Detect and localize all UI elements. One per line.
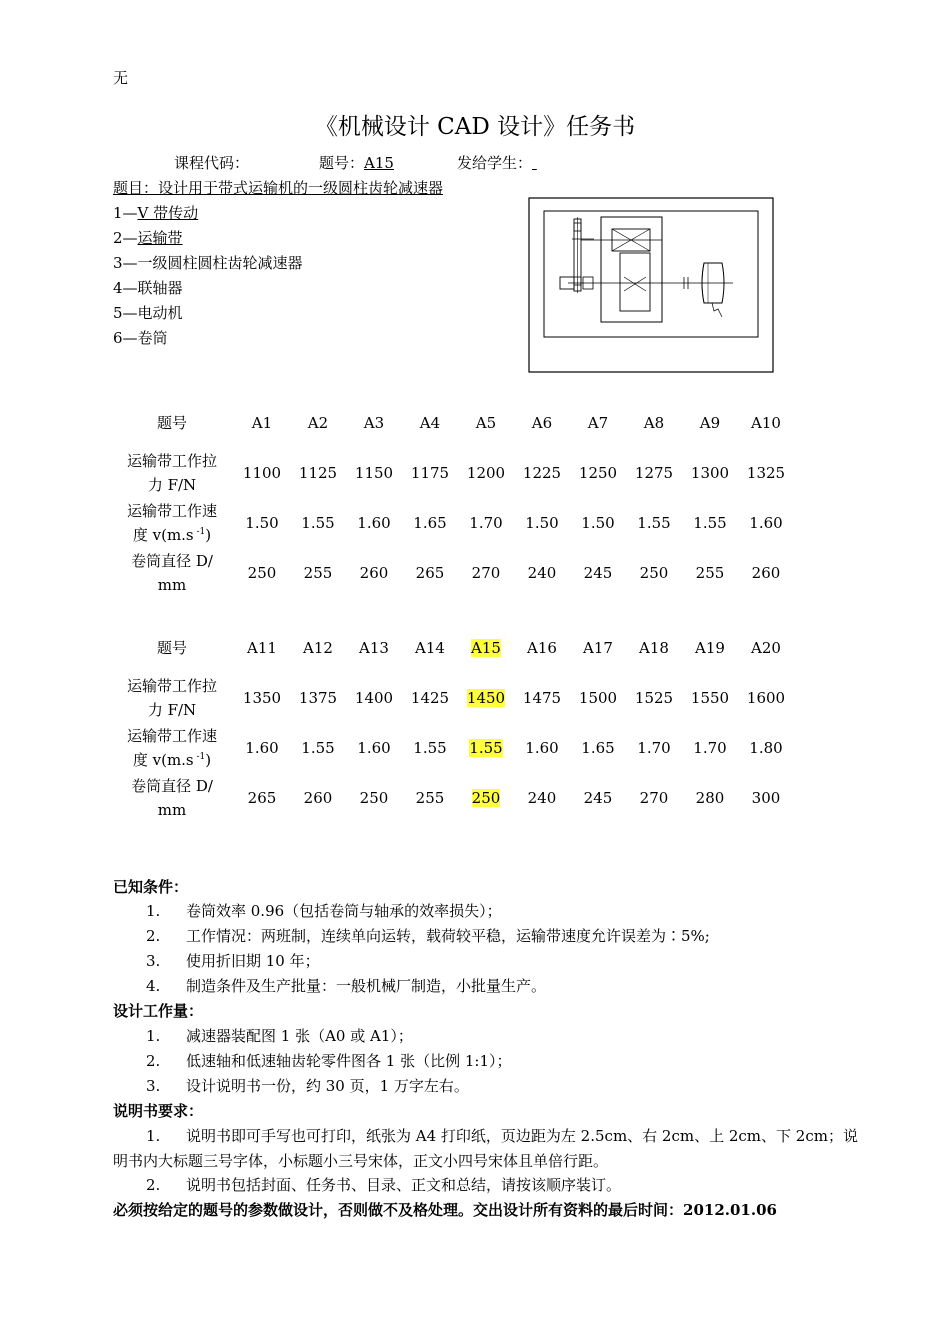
topic-no-label: 题号： xyxy=(319,154,365,172)
table-cell: 1350 xyxy=(242,689,282,707)
table-cell: A4 xyxy=(419,414,441,432)
list-text: 制造条件及生产批量：一般机械厂制造，小批量生产。 xyxy=(186,977,547,995)
table-cell: A5 xyxy=(475,414,497,432)
table-cell: A13 xyxy=(359,639,389,657)
table-cell: 240 xyxy=(527,789,557,807)
table-cell: A3 xyxy=(363,414,385,432)
list-number: 2. xyxy=(146,1052,161,1070)
table-cell: 265 xyxy=(415,564,445,582)
table-cell: 245 xyxy=(583,564,613,582)
table-row xyxy=(110,623,794,673)
legend-item-3 xyxy=(113,252,303,273)
table-cell: 1.70 xyxy=(637,739,671,757)
page-title: 《机械设计 CAD 设计》任务书 xyxy=(314,114,636,140)
legend-text: V 带传动 xyxy=(137,204,199,222)
list-text: 说明书即可手写也可打印，纸张为 A4 打印纸，页边距为左 2.5cm、右 2cm、上 2cm、下 2cm；说 xyxy=(186,1127,858,1145)
list-text: 减速器装配图 1 张（A0 或 A1）； xyxy=(186,1027,413,1045)
known-heading: 已知条件： xyxy=(113,878,189,896)
highlighted-value: A15 xyxy=(471,639,501,657)
subject: 题目：设计用于带式运输机的一级圆柱齿轮减速器 xyxy=(113,179,444,197)
legend-item-1 xyxy=(113,202,198,223)
table-cell: 1.60 xyxy=(357,514,391,532)
diam-label: 卷筒直径 D/ mm xyxy=(131,777,213,819)
legend-num: 1— xyxy=(113,204,138,222)
table-cell: 1.70 xyxy=(469,514,503,532)
legend-text: 联轴器 xyxy=(137,279,183,297)
legend-text: 卷筒 xyxy=(137,329,168,347)
table-row xyxy=(110,548,794,598)
table-cell: 240 xyxy=(527,564,557,582)
legend-item-2 xyxy=(113,227,183,248)
table-cell: 260 xyxy=(359,564,389,582)
workload-heading: 设计工作量： xyxy=(113,1002,204,1020)
force-label: 运输带工作拉 力 F/N xyxy=(126,452,217,494)
table-cell: 245 xyxy=(583,789,613,807)
legend-num: 6— xyxy=(113,329,138,347)
table-cell: 255 xyxy=(415,789,445,807)
table-cell: 1.55 xyxy=(637,514,671,532)
legend-num: 5— xyxy=(113,304,138,322)
table-cell: 1250 xyxy=(578,464,618,482)
table-cell: A6 xyxy=(531,414,553,432)
table-row xyxy=(110,723,794,773)
table-cell: 1150 xyxy=(354,464,394,482)
table-cell-selected xyxy=(458,623,514,673)
list-number: 2. xyxy=(146,927,161,945)
speed-label: 运输带工作速 度 v(m.s $^{-1}$) xyxy=(126,727,217,769)
table-cell: 1.60 xyxy=(525,739,559,757)
table-cell: 300 xyxy=(751,789,781,807)
table-cell: 1.50 xyxy=(581,514,615,532)
manual-heading: 说明书要求： xyxy=(113,1102,204,1120)
table-cell: 250 xyxy=(639,564,669,582)
diam-label: 卷筒直径 D/ mm xyxy=(131,552,213,594)
table-cell: 1.50 xyxy=(525,514,559,532)
table-cell: 1125 xyxy=(298,464,338,482)
list-number: 1. xyxy=(146,1027,161,1045)
legend-text: 一级圆柱圆柱齿轮减速器 xyxy=(137,254,303,272)
table-cell: 1500 xyxy=(578,689,618,707)
table-cell-selected xyxy=(458,773,514,823)
table-cell: 1525 xyxy=(634,689,674,707)
topic-no xyxy=(319,152,394,173)
table-cell: 1175 xyxy=(410,464,450,482)
manual-item-1-cont: 明书内大标题三号字体，小标题小三号宋体，正文小四号宋体且单倍行距。 xyxy=(113,1152,609,1170)
table-cell: A10 xyxy=(751,414,781,432)
manual-item-2 xyxy=(146,1174,621,1195)
force-label: 运输带工作拉 力 F/N xyxy=(126,677,217,719)
table-cell: 1200 xyxy=(466,464,506,482)
table-cell: A1 xyxy=(251,414,273,432)
list-number: 1. xyxy=(146,1127,161,1145)
table-cell: 1.60 xyxy=(749,514,783,532)
list-number: 4. xyxy=(146,977,161,995)
table-cell: 1425 xyxy=(410,689,450,707)
list-number: 3. xyxy=(146,1077,161,1095)
legend-text: 电动机 xyxy=(137,304,183,322)
issued-to-blank xyxy=(532,154,537,172)
table-cell: A19 xyxy=(695,639,725,657)
table-row xyxy=(110,498,794,548)
table-cell: 1325 xyxy=(746,464,786,482)
table-cell: 1225 xyxy=(522,464,562,482)
list-number: 1. xyxy=(146,902,161,920)
table-cell: 250 xyxy=(359,789,389,807)
issued-to-label: 发给学生： xyxy=(457,154,533,172)
table-row xyxy=(110,448,794,498)
legend-num: 4— xyxy=(113,279,138,297)
table-cell: 255 xyxy=(303,564,333,582)
topic-no-value: A15 xyxy=(364,154,394,172)
table-cell: A18 xyxy=(639,639,669,657)
table-cell: 255 xyxy=(695,564,725,582)
params-table-a1-a10 xyxy=(110,398,794,598)
highlighted-value: 1.55 xyxy=(469,739,503,757)
list-text: 说明书包括封面、任务书、目录、正文和总结，请按该顺序装订。 xyxy=(186,1176,622,1194)
known-item-4 xyxy=(146,975,546,996)
workload-item-1 xyxy=(146,1025,413,1046)
table-cell: 1.55 xyxy=(301,739,335,757)
list-number: 2. xyxy=(146,1176,161,1194)
list-text: 工作情况：两班制，连续单向运转，载荷较平稳，运输带速度允许误差为∶5%; xyxy=(186,927,710,945)
known-item-1 xyxy=(146,900,502,921)
workload-item-2 xyxy=(146,1050,512,1071)
table-cell: 1600 xyxy=(746,689,786,707)
table-cell: A9 xyxy=(699,414,721,432)
legend-num: 2— xyxy=(113,229,138,247)
table-cell: A17 xyxy=(583,639,613,657)
table-cell: 1550 xyxy=(690,689,730,707)
course-code-label: 课程代码： xyxy=(174,154,250,172)
list-number: 3. xyxy=(146,952,161,970)
table-cell: A16 xyxy=(527,639,557,657)
table-cell: 1.70 xyxy=(693,739,727,757)
known-item-3 xyxy=(146,950,320,971)
transmission-diagram xyxy=(528,197,776,375)
table-head-label: 题号 xyxy=(156,639,187,657)
table-cell: 260 xyxy=(751,564,781,582)
table-cell: 1.55 xyxy=(301,514,335,532)
table-row xyxy=(110,673,794,723)
highlighted-value: 1450 xyxy=(466,689,506,707)
table-cell: 270 xyxy=(471,564,501,582)
list-text: 使用折旧期 10 年； xyxy=(186,952,320,970)
table-cell: 1100 xyxy=(242,464,282,482)
table-cell: 1.60 xyxy=(245,739,279,757)
final-note: 必须按给定的题号的参数做设计，否则做不及格处理。交出设计所有资料的最后时间：2012.01.06 xyxy=(113,1201,777,1219)
table-cell: 1400 xyxy=(354,689,394,707)
workload-item-3 xyxy=(146,1075,469,1096)
table-cell: 1475 xyxy=(522,689,562,707)
table-cell: 1.55 xyxy=(413,739,447,757)
table-cell: A14 xyxy=(415,639,445,657)
speed-label: 运输带工作速 度 v(m.s $^{-1}$) xyxy=(126,502,217,544)
table-cell: 1.60 xyxy=(357,739,391,757)
params-table-a11-a20 xyxy=(110,623,794,823)
table-row xyxy=(110,398,794,448)
table-cell: 1300 xyxy=(690,464,730,482)
list-text: 卷筒效率 0.96（包括卷筒与轴承的效率损失）； xyxy=(186,902,502,920)
table-head-label: 题号 xyxy=(156,414,187,432)
table-cell-selected xyxy=(458,673,514,723)
legend-item-6 xyxy=(113,327,168,348)
table-cell-selected xyxy=(458,723,514,773)
table-cell: 270 xyxy=(639,789,669,807)
manual-item-1 xyxy=(146,1125,858,1146)
legend-item-5 xyxy=(113,302,183,323)
table-cell: 1.55 xyxy=(693,514,727,532)
legend-text: 运输带 xyxy=(137,229,183,247)
legend-num: 3— xyxy=(113,254,138,272)
highlighted-value: 250 xyxy=(471,789,501,807)
table-cell: 265 xyxy=(247,789,277,807)
table-cell: 1275 xyxy=(634,464,674,482)
table-row xyxy=(110,773,794,823)
issued-to xyxy=(457,152,537,173)
table-cell: A2 xyxy=(307,414,329,432)
known-item-2 xyxy=(146,925,710,946)
table-cell: A20 xyxy=(751,639,781,657)
table-cell: A11 xyxy=(247,639,277,657)
legend-item-4 xyxy=(113,277,183,298)
list-text: 低速轴和低速轴齿轮零件图各 1 张（比例 1:1）； xyxy=(186,1052,512,1070)
table-cell: 1375 xyxy=(298,689,338,707)
table-cell: 260 xyxy=(303,789,333,807)
table-cell: 1.80 xyxy=(749,739,783,757)
table-cell: 280 xyxy=(695,789,725,807)
table-cell: A7 xyxy=(587,414,609,432)
table-cell: 250 xyxy=(247,564,277,582)
table-cell: A8 xyxy=(643,414,665,432)
table-cell: 1.50 xyxy=(245,514,279,532)
list-text: 设计说明书一份，约 30 页，1 万字左右。 xyxy=(186,1077,469,1095)
table-cell: 1.65 xyxy=(581,739,615,757)
table-cell: A12 xyxy=(303,639,333,657)
table-cell: 1.65 xyxy=(413,514,447,532)
header-mark: 无 xyxy=(113,69,129,87)
